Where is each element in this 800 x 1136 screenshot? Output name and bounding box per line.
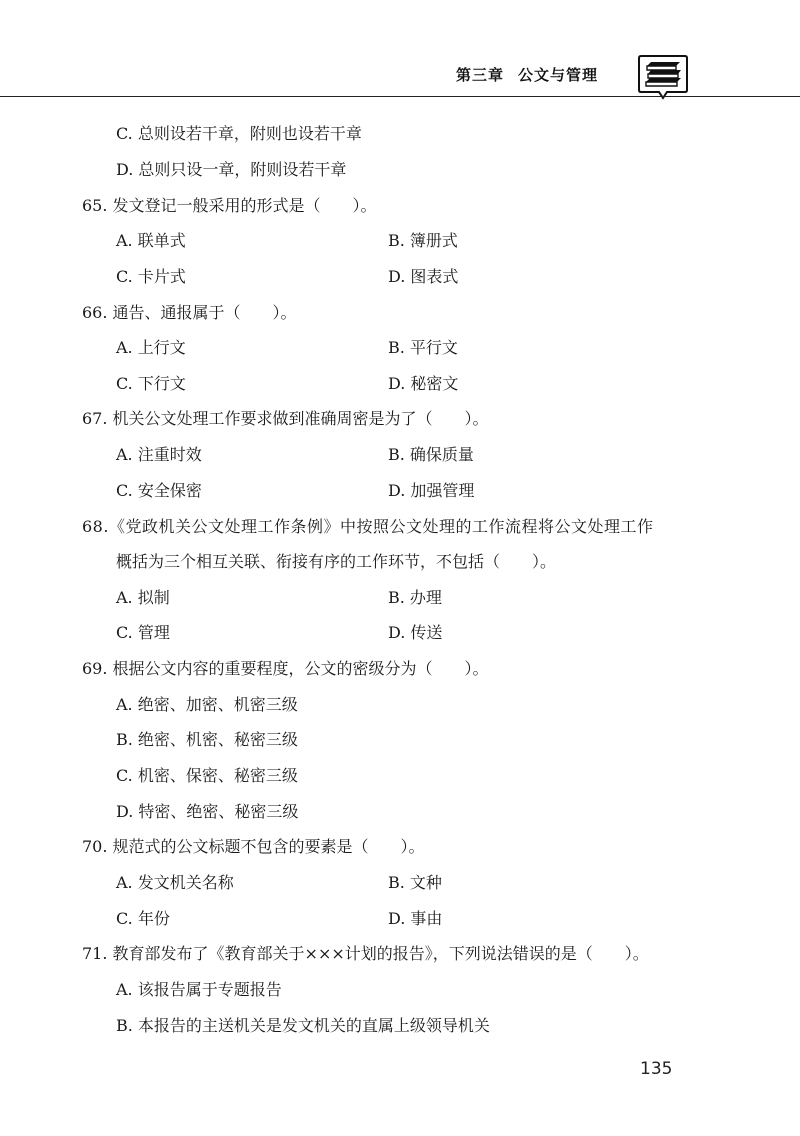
- page-number: 135: [640, 1059, 673, 1079]
- section-label: 公文与管理: [518, 66, 599, 84]
- option-69-b: B. 绝密、机密、秘密三级: [116, 730, 298, 749]
- option-66-c: C. 下行文: [116, 374, 186, 393]
- option-70-a: A. 发文机关名称: [116, 873, 234, 892]
- option-70-d: D. 事由: [388, 909, 443, 928]
- question-71: 71. 教育部发布了《教育部关于×××计划的报告》，下列说法错误的是（ ）。: [82, 944, 649, 963]
- header-rule: [0, 96, 800, 97]
- option-71-a: A. 该报告属于专题报告: [116, 980, 282, 999]
- option-67-d: D. 加强管理: [388, 481, 475, 500]
- option-68-d: D. 传送: [388, 623, 443, 642]
- option-69-d: D. 特密、绝密、秘密三级: [116, 802, 299, 821]
- option-line: C. 总则设若干章，附则也设若干章: [116, 124, 362, 143]
- page-header: [0, 0, 800, 100]
- option-65-d: D. 图表式: [388, 267, 459, 286]
- option-65-a: A. 联单式: [116, 231, 186, 250]
- option-65-c: C. 卡片式: [116, 267, 186, 286]
- option-71-b: B. 本报告的主送机关是发文机关的直属上级领导机关: [116, 1016, 490, 1035]
- question-68: 68.《党政机关公文处理工作条例》中按照公文处理的工作流程将公文处理工作: [82, 517, 654, 536]
- option-65-b: B. 簿册式: [388, 231, 458, 250]
- option-70-c: C. 年份: [116, 909, 170, 928]
- question-68-continued: 概括为三个相互关联、衔接有序的工作环节，不包括（ ）。: [116, 552, 557, 571]
- chapter-label: 第三章: [456, 66, 505, 84]
- option-line: D. 总则只设一章，附则设若干章: [116, 160, 347, 179]
- option-69-a: A. 绝密、加密、机密三级: [116, 695, 298, 714]
- option-67-c: C. 安全保密: [116, 481, 202, 500]
- option-67-b: B. 确保质量: [388, 445, 474, 464]
- running-head: [456, 64, 598, 85]
- option-68-c: C. 管理: [116, 623, 170, 642]
- option-70-b: B. 文种: [388, 873, 442, 892]
- question-70: 70. 规范式的公文标题不包含的要素是（ ）。: [82, 837, 425, 856]
- book-stack-icon: [637, 52, 689, 102]
- question-69: 69. 根据公文内容的重要程度，公文的密级分为（ ）。: [82, 659, 489, 678]
- option-66-b: B. 平行文: [388, 338, 458, 357]
- option-66-a: A. 上行文: [116, 338, 186, 357]
- question-67: 67. 机关公文处理工作要求做到准确周密是为了（ ）。: [82, 409, 489, 428]
- option-69-c: C. 机密、保密、秘密三级: [116, 766, 298, 785]
- option-68-a: A. 拟制: [116, 588, 170, 607]
- option-68-b: B. 办理: [388, 588, 442, 607]
- question-66: 66. 通告、通报属于（ ）。: [82, 303, 297, 322]
- question-65: 65. 发文登记一般采用的形式是（ ）。: [82, 196, 377, 215]
- option-67-a: A. 注重时效: [116, 445, 202, 464]
- option-66-d: D. 秘密文: [388, 374, 459, 393]
